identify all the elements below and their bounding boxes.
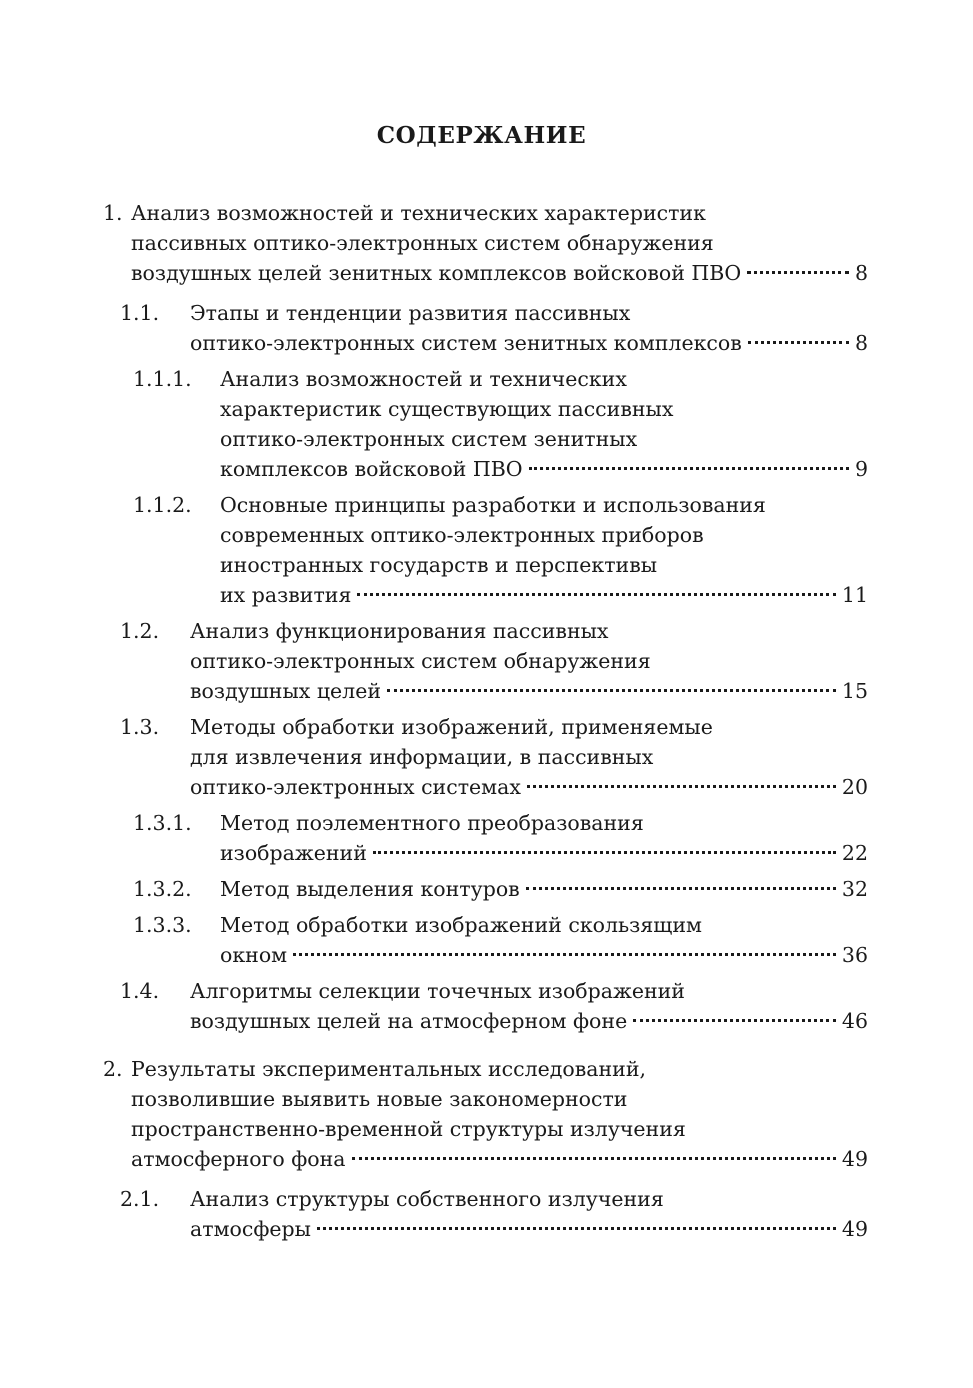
toc-entry-text: Основные принципы разработки и использования: [220, 493, 766, 517]
dot-leader: [633, 1019, 836, 1022]
toc-entry-1-1[interactable]: [120, 298, 868, 358]
dot-leader: [373, 851, 836, 854]
toc-page-number: 11: [841, 583, 868, 607]
toc-entry-text: Анализ структуры собственного излучения: [190, 1187, 664, 1211]
toc-entry-text: атмосферного фона: [131, 1147, 346, 1171]
toc-entry-number: 1.3.3.: [133, 913, 192, 937]
toc-entry-text: Методы обработки изображений, применяемые: [190, 715, 713, 739]
toc-entry-2-1[interactable]: [120, 1184, 868, 1244]
toc-entry-number: 1.1.1.: [133, 367, 192, 391]
toc-entry-text: пассивных оптико-электронных систем обнаружения: [131, 231, 714, 255]
toc-entry-text: Анализ функционирования пассивных: [190, 619, 609, 643]
toc-page-number: 9: [854, 457, 868, 481]
dot-leader: [293, 953, 836, 956]
toc-entry-number: 1.3.2.: [133, 877, 192, 901]
toc-entry-text: окном: [220, 943, 288, 967]
toc-entry-1[interactable]: [103, 198, 868, 288]
toc-entry-text: Метод поэлементного преобразования: [220, 811, 644, 835]
toc-entry-2[interactable]: [103, 1054, 868, 1174]
dot-leader: [387, 689, 836, 692]
toc-entry-text: иностранных государств и перспективы: [220, 553, 658, 577]
toc-entry-text: воздушных целей: [190, 679, 381, 703]
toc-entry-number: 2.: [103, 1057, 123, 1081]
toc-entry-text: Метод выделения контуров: [220, 877, 520, 901]
toc-entry-1-4[interactable]: [120, 976, 868, 1036]
toc-page-number: 8: [854, 261, 868, 285]
dot-leader: [748, 341, 849, 344]
toc-page-number: 49: [841, 1147, 868, 1171]
toc-entry-text: изображений: [220, 841, 367, 865]
toc-entry-number: 1.: [103, 201, 123, 225]
dot-leader: [317, 1227, 836, 1230]
dot-leader: [352, 1157, 836, 1160]
dot-leader: [747, 271, 849, 274]
toc-entry-text: Алгоритмы селекции точечных изображений: [190, 979, 685, 1003]
toc-entry-text: их развития: [220, 583, 352, 607]
toc-entry-number: 1.4.: [120, 979, 160, 1003]
toc-entry-number: 1.3.: [120, 715, 160, 739]
toc-entry-text: Метод обработки изображений скользящим: [220, 913, 702, 937]
toc-entry-1-3[interactable]: [120, 712, 868, 802]
toc-page-number: 46: [841, 1009, 868, 1033]
toc-title: СОДЕРЖАНИЕ: [376, 122, 587, 149]
toc-entry-text: оптико-электронных системах: [190, 775, 521, 799]
toc-page-number: 20: [841, 775, 868, 799]
toc-entry-text: пространственно-временной структуры излучения: [131, 1117, 686, 1141]
toc-page-number: 15: [841, 679, 868, 703]
toc-entry-1-3-1[interactable]: [133, 808, 868, 868]
toc-entry-number: 1.1.: [120, 301, 160, 325]
toc-entry-1-2[interactable]: [120, 616, 868, 706]
toc-entry-text: для извлечения информации, в пассивных: [190, 745, 654, 769]
toc-entry-text: характеристик существующих пассивных: [220, 397, 674, 421]
toc-entry-1-1-2[interactable]: [133, 490, 868, 610]
toc-entry-text: современных оптико-электронных приборов: [220, 523, 704, 547]
toc-page-number: 49: [841, 1217, 868, 1241]
toc-page-number: 32: [841, 877, 868, 901]
toc-entry-number: 1.1.2.: [133, 493, 192, 517]
toc-entry-1-3-3[interactable]: [133, 910, 868, 970]
toc-entry-text: атмосферы: [190, 1217, 311, 1241]
toc-entry-text: Анализ возможностей и технических: [220, 367, 627, 391]
toc-entry-1-3-2[interactable]: [133, 874, 868, 904]
toc-entry-text: Анализ возможностей и технических характеристик: [131, 201, 706, 225]
toc-entry-number: 2.1.: [120, 1187, 160, 1211]
toc-entry-text: оптико-электронных систем зенитных: [220, 427, 638, 451]
toc-entry-text: воздушных целей зенитных комплексов войсковой ПВО: [131, 261, 742, 285]
toc-entry-number: 1.2.: [120, 619, 160, 643]
dot-leader: [529, 467, 849, 470]
toc-entry-text: позволившие выявить новые закономерности: [131, 1087, 628, 1111]
toc-page-number: 8: [854, 331, 868, 355]
toc-entry-text: оптико-электронных систем обнаружения: [190, 649, 651, 673]
dot-leader: [526, 887, 836, 890]
toc-entry-number: 1.3.1.: [133, 811, 192, 835]
toc-entry-1-1-1[interactable]: [133, 364, 868, 484]
toc-entry-text: Результаты экспериментальных исследований,: [131, 1057, 647, 1081]
toc-entry-text: комплексов войсковой ПВО: [220, 457, 523, 481]
toc-page-number: 22: [841, 841, 868, 865]
toc-page-number: 36: [841, 943, 868, 967]
dot-leader: [357, 593, 835, 596]
toc-entry-text: Этапы и тенденции развития пассивных: [190, 301, 631, 325]
dot-leader: [527, 785, 836, 788]
toc-entry-text: воздушных целей на атмосферном фоне: [190, 1009, 628, 1033]
toc-entry-text: оптико-электронных систем зенитных комплексов: [190, 331, 742, 355]
